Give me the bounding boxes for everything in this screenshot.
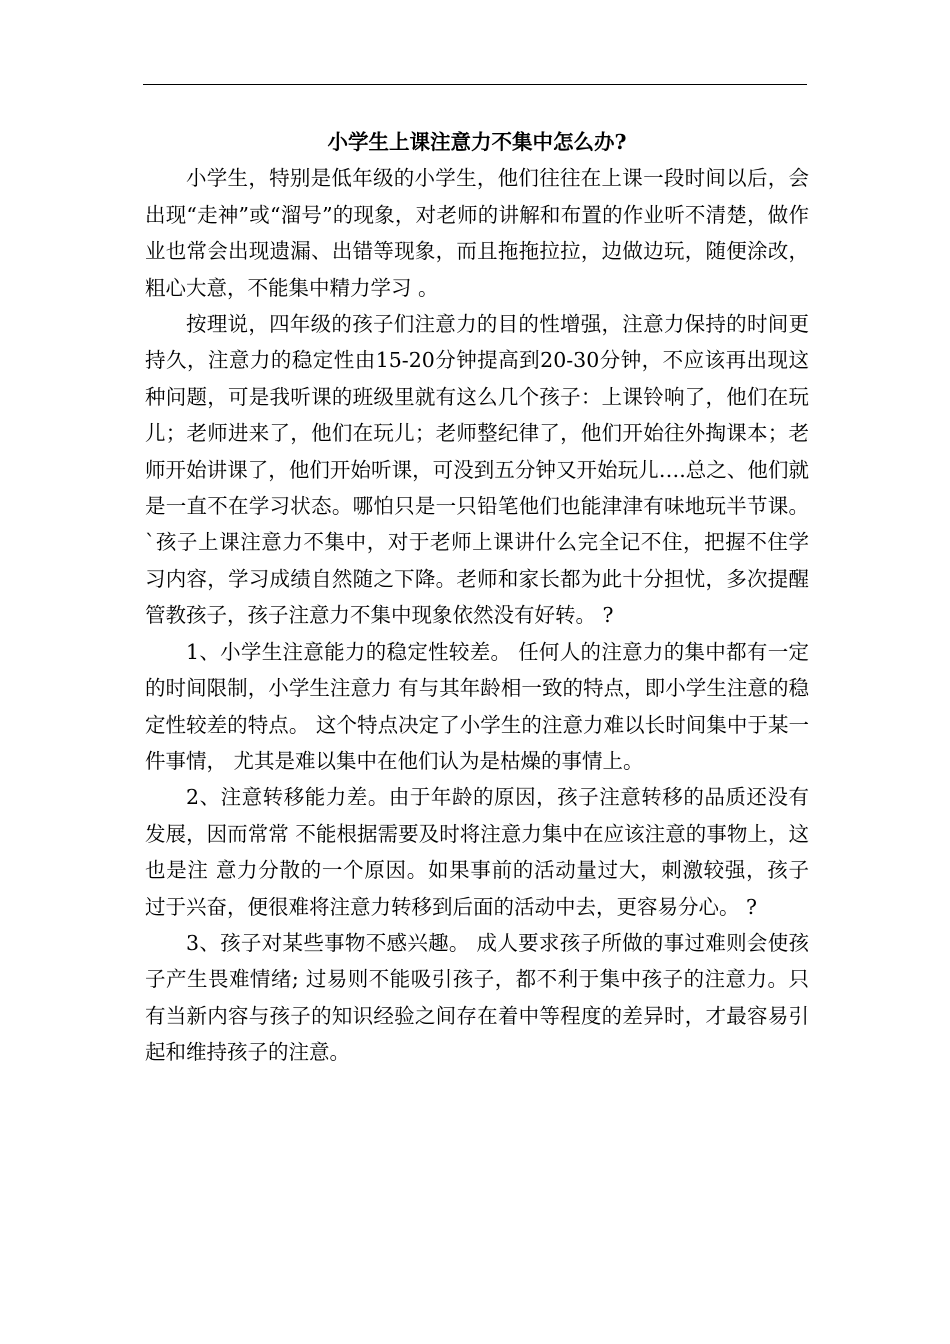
document-title: 小学生上课注意力不集中怎么办? (327, 130, 627, 154)
header-rule (143, 84, 807, 85)
paragraph-point-1: 1、小学生注意能力的稳定性较差。 任何人的注意力的集中都有一定的时间限制，小学生注意力 有与其年龄相一致的特点，即小学生注意的稳定性较差的特点。 这个特点决定了小学生的注意力难以长时间集中于某一件事情， 尤其是难以集中在他们认为是枯燥的事情上。 (145, 639, 809, 773)
paragraph-point-3: 3、孩子对某些事物不感兴趣。 成人要求孩子所做的事过难则会使孩子产生畏难情绪; 过易则不能吸引孩子，都不利于集中孩子的注意力。只有当新内容与孩子的知识经验之间存在着中等程度的差异时，才最容易引起和维持孩子的注意。 (145, 930, 809, 1065)
paragraph-intro: 小学生，特别是低年级的小学生，他们往往在上课一段时间以后，会出现“走神”或“溜号”的现象，对老师的讲解和布置的作业听不清楚，做作业也常会出现遗漏、出错等现象，而且拖拖拉拉，边做边玩，随便涂改，粗心大意，不能集中精力学习 。 (145, 166, 809, 300)
paragraph-point-2: 2、注意转移能力差。由于年龄的原因，孩子注意转移的品质还没有发展，因而常常 不能根据需要及时将注意力集中在应该注意的事物上，这也是注 意力分散的一个原因。如果事前的活动量过大，刺激较强，孩子 过于兴奋，便很难将注意力转移到后面的活动中去，更容易分心。 ? (145, 785, 809, 919)
paragraph-grade-four: 按理说，四年级的孩子们注意力的目的性增强，注意力保持的时间更持久，注意力的稳定性由15-20分钟提高到20-30分钟，不应该再出现这种问题，可是我听课的班级里就有这么几个孩子：上课铃响了，他们在玩儿；老师进来了，他们在玩儿；老师整纪律了，他们开始往外掏课本；老师开始讲课了，他们开始听课，可没到五分钟又开始玩儿….总之、他们就是一直不在学习状态。哪怕只是一只铅笔他们也能津津有味地玩半节课。 `孩子上课注意力不集中，对于老师上课讲什么完全记不住，把握不住学习内容，学习成绩自然随之下降。老师和家长都为此十分担忧，多次提醒管教孩子，孩子注意力不集中现象依然没有好转。 ? (145, 312, 809, 628)
document-body (145, 124, 809, 1071)
